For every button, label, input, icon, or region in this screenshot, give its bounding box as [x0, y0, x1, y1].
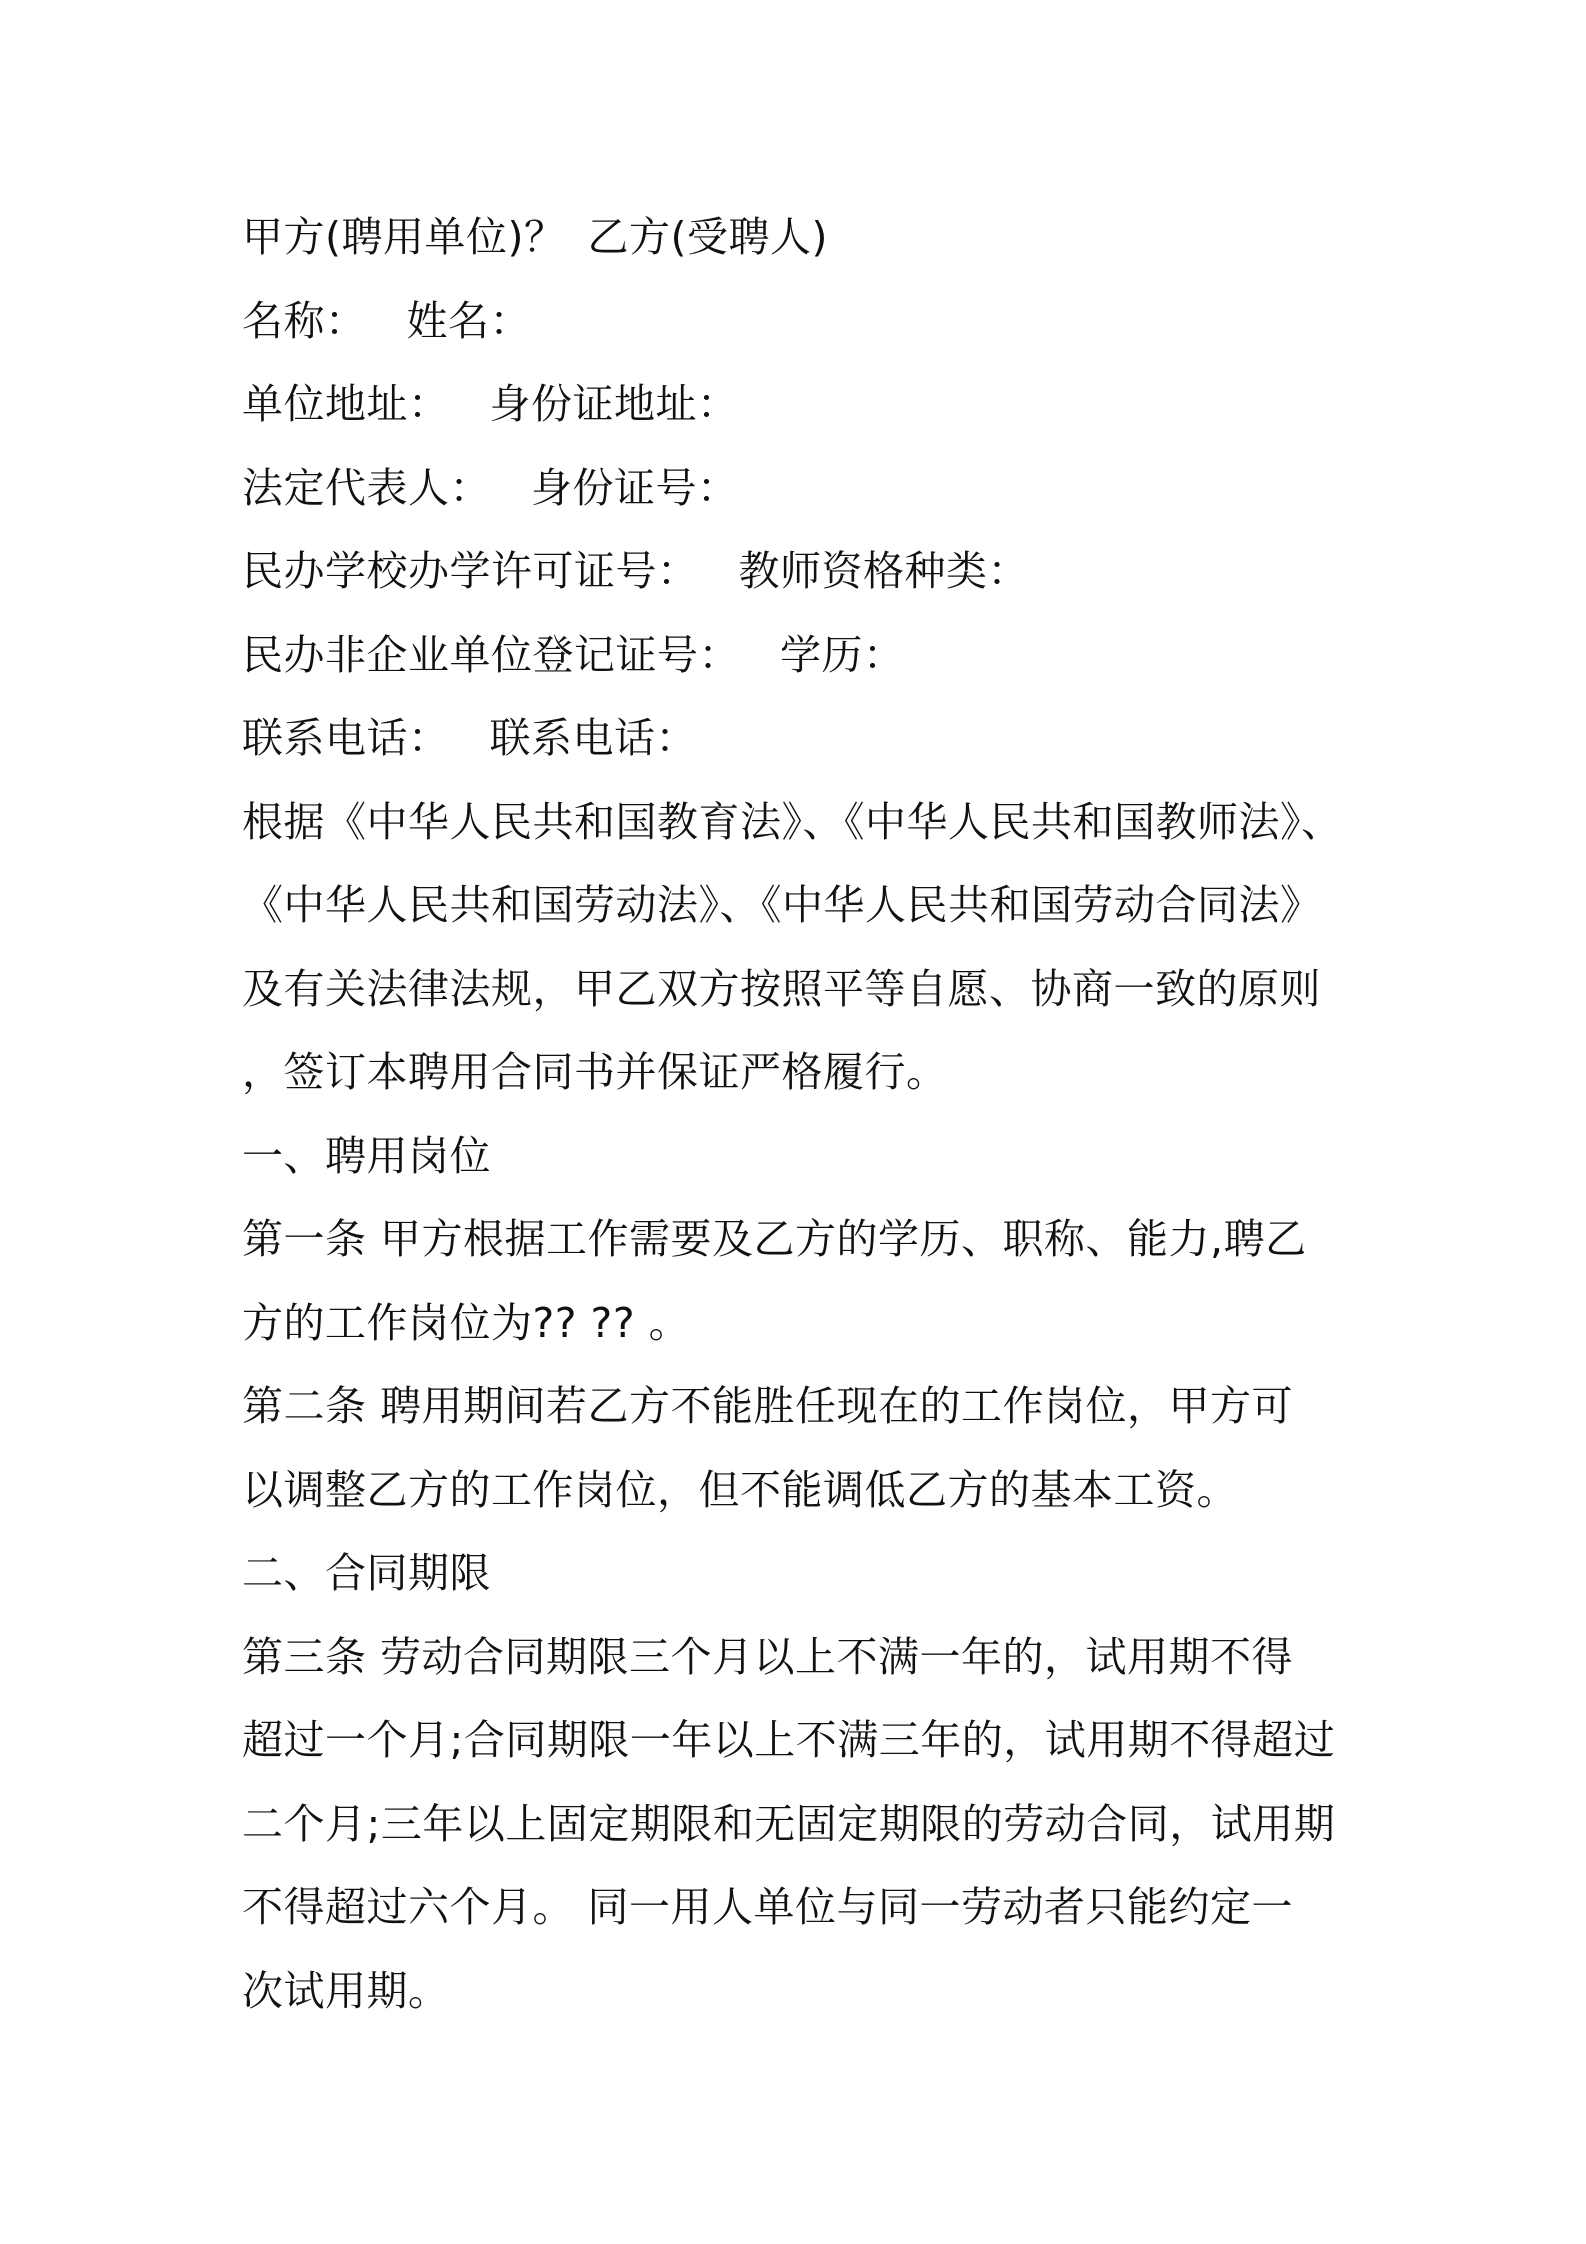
address-b-label: 身份证地址：: [489, 380, 739, 428]
reg-a-label: 民办非企业单位登记证号：: [242, 630, 740, 679]
reg-b-label: 学历：: [780, 630, 905, 679]
phone-line: [242, 697, 1362, 781]
parties-line: [242, 196, 1362, 280]
name-a-label: 名称：: [242, 296, 367, 345]
preamble-line: 根据《中华人民共和国教育法》、《中华人民共和国教师法》、: [242, 797, 1343, 846]
registration-line: [242, 614, 1362, 698]
rep-a-label: 法定代表人：: [242, 463, 491, 512]
contract-body: [242, 196, 1362, 2033]
article-line: 第三条 劳动合同期限三个月以上不满一年的，试用期不得: [242, 1632, 1294, 1681]
address-a-label: 单位地址：: [242, 380, 450, 428]
article-line: 超过一个月;合同期限一年以上不满三年的，试用期不得超过: [242, 1716, 1336, 1764]
article-line: 次试用期。: [242, 1966, 450, 2015]
representative-line: [242, 447, 1362, 531]
preamble-line: 《中华人民共和国劳动法》、《中华人民共和国劳动合同法》: [242, 881, 1322, 929]
article-line: 二个月;三年以上固定期限和无固定期限的劳动合同，试用期: [242, 1799, 1336, 1848]
preamble-line: ，签订本聘用合同书并保证严格履行。: [242, 1048, 948, 1096]
party-b-label: 乙方(受聘人): [587, 213, 828, 261]
license-b-label: 教师资格种类：: [738, 547, 1029, 595]
article-line: 第一条 甲方根据工作需要及乙方的学历、职称、能力,聘乙: [242, 1215, 1307, 1263]
address-line: [242, 363, 1362, 447]
preamble-line: 及有关法律法规，甲乙双方按照平等自愿、协商一致的原则: [242, 964, 1321, 1013]
license-a-label: 民办学校办学许可证号：: [242, 547, 699, 595]
article-line: 方的工作岗位为?? ?? 。: [242, 1298, 691, 1347]
section-heading: 一、聘用岗位: [242, 1131, 491, 1180]
phone-a-label: 联系电话：: [242, 714, 450, 762]
license-line: [242, 530, 1362, 614]
party-a-label: 甲方(聘用单位)？: [242, 213, 566, 261]
phone-b-label: 联系电话：: [489, 714, 697, 762]
rep-b-label: 身份证号：: [531, 463, 739, 512]
name-line: [242, 280, 1362, 364]
article-line: 不得超过六个月。 同一用人单位与同一劳动者只能约定一: [242, 1883, 1294, 1931]
article-line: 以调整乙方的工作岗位，但不能调低乙方的基本工资。: [242, 1465, 1238, 1514]
section-heading: 二、合同期限: [242, 1549, 491, 1597]
article-line: 第二条 聘用期间若乙方不能胜任现在的工作岗位，甲方可: [242, 1382, 1294, 1430]
name-b-label: 姓名：: [406, 296, 531, 345]
